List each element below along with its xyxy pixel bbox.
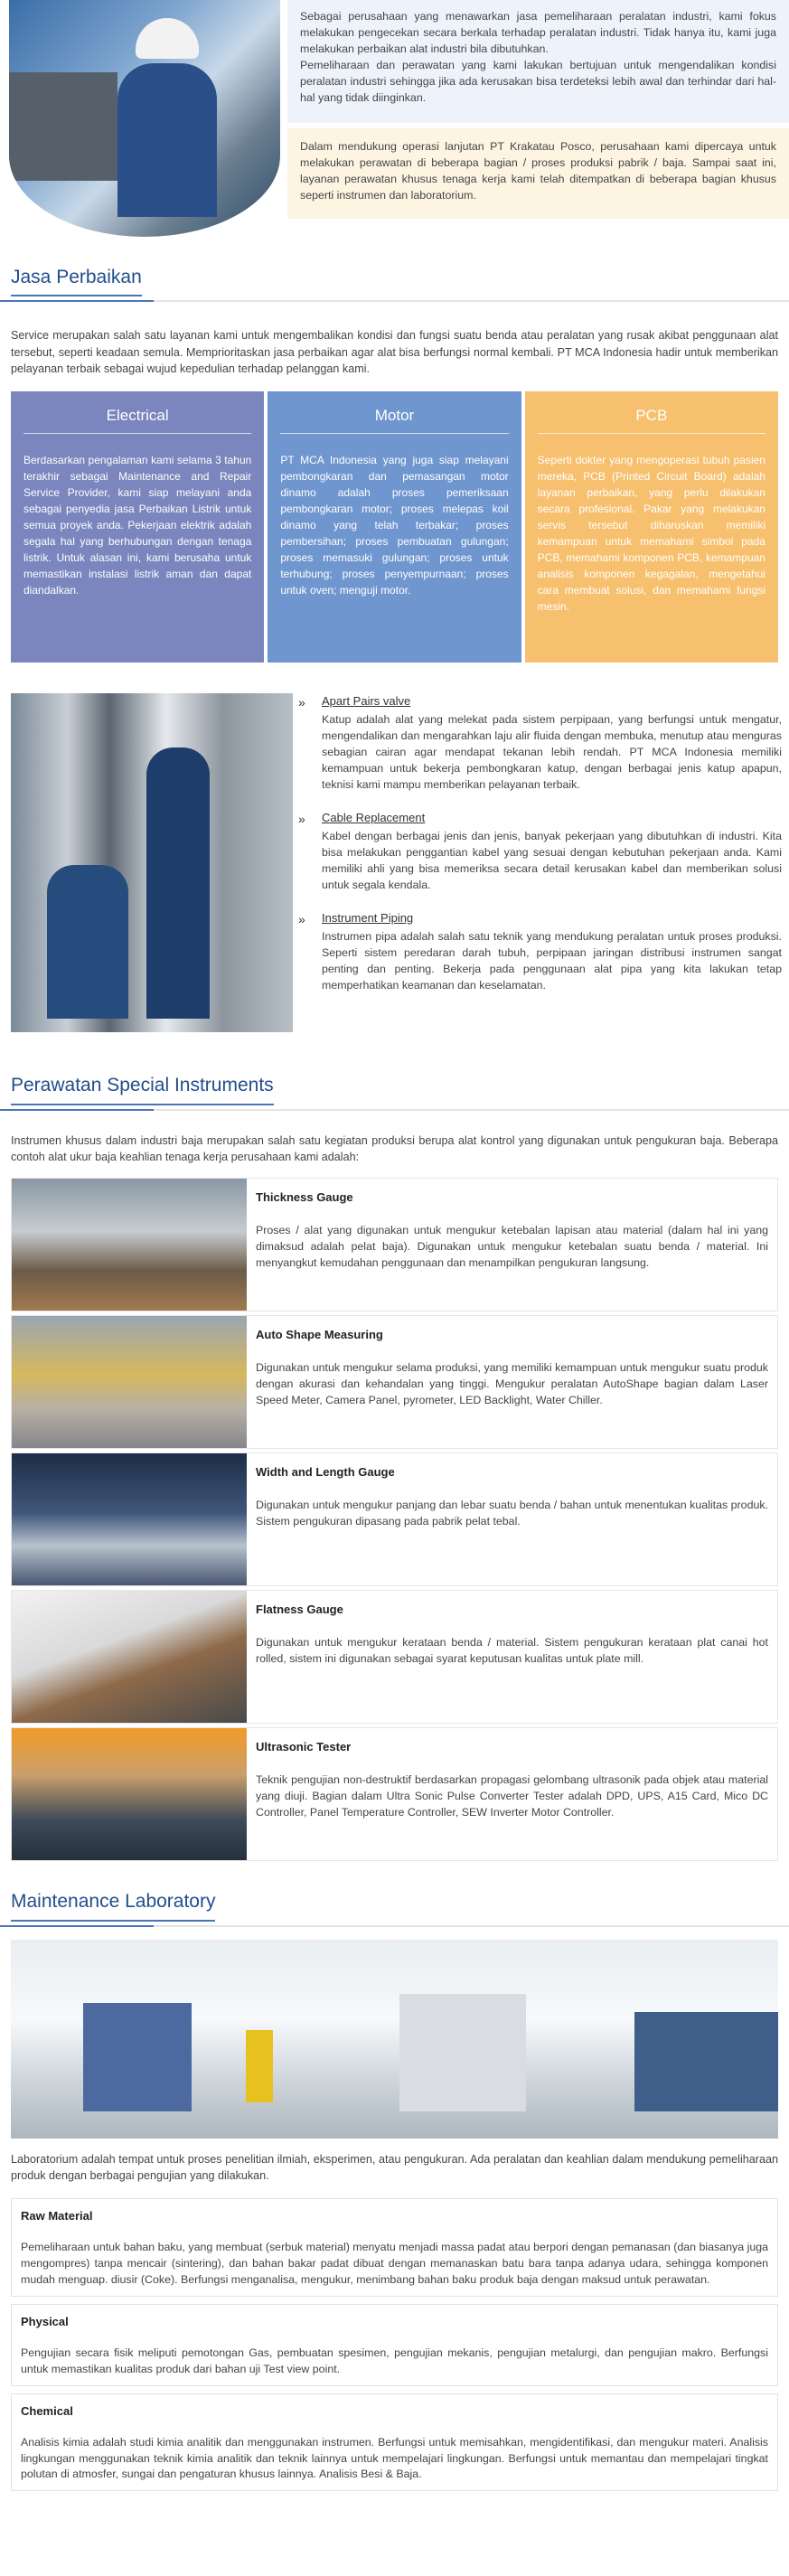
lab-equipment-shape xyxy=(634,2012,778,2111)
instrument-title: Flatness Gauge xyxy=(256,1603,343,1617)
lab-item-text: Pemeliharaan untuk bahan baku, yang membuat (serbuk material) menyatu menjadi massa padat atau berpori dengan pemanasan (dan biasanya juga mengompres) tanpa mencair (sintering), dan bahan bakar padat dibuat dengan memanaskan batu bara tanpa adanya udara, sehingga komponen mudah menguap. diusir (Coke). Berfungsi menganalisa, mengukur, menimbang bahan baku produk baja dengan maksud untuk perawatan. xyxy=(21,2240,768,2286)
instrument-photo xyxy=(12,1179,247,1311)
card-text: Seperti dokter yang mengoperasi tubuh pasien mereka, PCB (Printed Circuit Board) adalah layanan perbaikan, yang perlu dilakukan secara profesional. Pakar yang melakukan servis tersebut diharuskan memiliki kemampuan untuk memahami simbol pada PCB, memahami komponen PCB, kemampuan analisis komponen kegagalan, mengetahui cara membuat solusi, dan memahami fungsi mesin. xyxy=(537,453,766,613)
worker-photo xyxy=(9,0,280,237)
service-card-pcb xyxy=(525,391,778,663)
instrument-photo xyxy=(12,1591,247,1723)
card-title: Motor xyxy=(280,404,508,434)
repair-item-title[interactable]: Instrument Piping xyxy=(322,910,414,925)
repair-item-text: Katup adalah alat yang melekat pada sistem perpipaan, yang berfungsi untuk mengatur, mengendalikan dan mengarahkan laju alir fluida dengan membuka, menutup atau menguras sebagian cairan agar mendapat tekanan lebih rendah. PT MCA Indonesia memiliki kemampuan untuk bekerja pembongkaran katup, dengan berbagai jenis katup apapun, teknisi kami mampu memberikan pelayanan terbaik. xyxy=(322,713,782,791)
instrument-photo xyxy=(12,1316,247,1448)
repair-item-text: Kabel dengan berbagai jenis dan jenis, banyak pekerjaan yang dibutuhkan di industri. Kita bisa melakukan penggantian kabel yang sesuai dengan kebutuhan pekerjaan anda. Kami memiliki ahli yang bisa memeriksa secara detail kerusakan kabel dan memberikan solusi untuk segala kendala. xyxy=(322,829,782,891)
instrument-row xyxy=(11,1727,778,1861)
instrument-row xyxy=(11,1178,778,1312)
lab-item-title: Physical xyxy=(21,2314,69,2328)
instrument-text: Teknik pengujian non-destruktif berdasarkan propagasi gelombang ultrasonik pada objek atau material yang diuji. Bagian dalam Ultra Sonic Pulse Converter Tester adalah DPD, UPS, A15 Card, Mico DC Controller, Panel Temperature Controller, SEW Inverter Motor Controller. xyxy=(256,1772,768,1819)
intro-paragraph: Sebagai perusahaan yang menawarkan jasa pemeliharaan peralatan industri, kami fokus melakukan pengecekan secara berkala terhadap peralatan industri. Tidak hanya itu, kami juga melakukan perbaikan alat industri bila dibutuhkan. xyxy=(300,10,776,55)
instrument-text: Digunakan untuk mengukur selama produksi, yang memiliki kemampuan untuk mengukur suatu produk dengan akurasi dan kehandalan yang tinggi. Mengukur peralatan AutoShape bagian dalam Laser Speed Meter, Camera Panel, pyrometer, LED Backlight, Water Chiller. xyxy=(256,1360,768,1406)
bullet-icon: » xyxy=(298,911,305,926)
section-description: Service merupakan salah satu layanan kami untuk mengembalikan kondisi dan fungsi suatu benda atau peralatan yang rusak akibat penggunaan alat tersebut, seperti keadaan semula. Memprioritaskan jasa perbaikan agar alat bisa berfungsi normal kembali. PT MCA Indonesia hadir untuk memberikan pelayanan terbaik sebagai wujud kepedulian terhadap pelanggan kami. xyxy=(11,329,778,375)
instrument-title: Auto Shape Measuring xyxy=(256,1328,383,1342)
repair-item xyxy=(298,810,782,894)
section-description: Laboratorium adalah tempat untuk proses penelitian ilmiah, eksperimen, atau pengukuran. Ada peralatan dan keahlian dalam mendukung pemeliharaan produk dengan berbagai pengujian yang dilakukan. xyxy=(11,2152,778,2182)
instrument-photo xyxy=(12,1453,247,1585)
jasa-section xyxy=(0,264,789,1032)
card-title: Electrical xyxy=(23,404,251,434)
section-title: Perawatan Special Instruments xyxy=(11,1072,274,1105)
intro-highlight-box xyxy=(287,128,789,219)
lab-item-text: Pengujian secara fisik meliputi pemotongan Gas, pembuatan spesimen, pengujian mekanis, pengujian metalurgi, dan pengujian makro. Berfungsi untuk memastikan kualitas produk dari bahan uji Test view point. xyxy=(21,2346,768,2375)
lab-item-box xyxy=(11,2304,778,2386)
technician-shape xyxy=(47,865,128,1019)
section-header xyxy=(0,1072,789,1110)
instrument-title: Width and Length Gauge xyxy=(256,1465,395,1480)
technician-shape xyxy=(146,747,210,1019)
bullet-icon: » xyxy=(298,811,305,826)
instrument-text: Digunakan untuk mengukur kerataan benda / material. Sistem pengukuran kerataan plat canai hot rolled, sistem ini digunakan sebagai syarat keputusan kualitas untuk plate mill. xyxy=(256,1635,768,1665)
card-title: PCB xyxy=(538,404,766,434)
repair-list xyxy=(298,693,782,1010)
technicians-photo xyxy=(11,693,293,1032)
machine-shape xyxy=(9,72,117,181)
lab-item-box xyxy=(11,2393,778,2492)
instrument-row xyxy=(11,1453,778,1586)
lab-section xyxy=(0,1888,789,2491)
instrument-list xyxy=(0,1178,789,1861)
intro-paragraph: Dalam mendukung operasi lanjutan PT Krakatau Posco, perusahaan kami dipercaya untuk melakukan perawatan di beberapa bagian / proses produksi pabrik / baja. Sampai saat ini, layanan perawatan khusus tenaga kerja kami telah ditempatkan di beberapa bagian khusus seperti instrumen dan laboratorium. xyxy=(300,140,776,202)
lab-item-text: Analisis kimia adalah studi kimia analitik dan menggunakan instrumen. Berfungsi untuk memisahkan, mengidentifikasi, dan mengukur materi. Analisis lingkungan menggunakan teknik kimia analitik dan teknik lainnya untuk mempelajari lingkungan. Berfungsi untuk memantau dan mempelajari tingkat polutan di atmosfer, sungai dan pengaturan khusus lainnya. Analisis Besi & Baja. xyxy=(21,2435,768,2481)
card-text: PT MCA Indonesia yang juga siap melayani pembongkaran dan pemasangan motor dinamo adalah proses pemeriksaan pembongkaran motor; proses melepas koil dinamo yang telah terbakar; proses pembersihan; proses pembuatan gulungan; proses memasuki gulungan; proses untuk terhubung; proses penyempurnaan; proses untuk oven; menguji motor. xyxy=(280,453,509,597)
section-description: Instrumen khusus dalam industri baja merupakan salah satu kegiatan produksi berupa alat kontrol yang digunakan untuk pengukuran baja. Beberapa contoh alat ukur baja keahlian tenaga kerja perusahaan kami adalah: xyxy=(11,1133,778,1163)
instrument-title: Thickness Gauge xyxy=(256,1190,353,1205)
section-title: Jasa Perbaikan xyxy=(11,264,142,296)
card-text: Berdasarkan pengalaman kami selama 3 tahun terakhir sebagai Maintenance and Repair Service Provider, kami siap melayani anda sebagai penyedia jasa Perbaikan Listrik untuk semua proyek anda. Pekerjaan elektrik adalah segala hal yang berhubungan dengan tenaga listrik. Untuk alasan ini, kami berusaha untuk memastikan instalasi listrik aman dan dapat diandalkan. xyxy=(23,453,252,597)
lab-equipment-shape xyxy=(246,2030,273,2102)
service-card-motor xyxy=(268,391,521,663)
instrument-title: Ultrasonic Tester xyxy=(256,1740,352,1754)
lab-item-title: Chemical xyxy=(21,2403,73,2418)
intro-text-box xyxy=(287,0,789,123)
repair-block xyxy=(0,693,789,1032)
instrument-text: Digunakan untuk mengukur panjang dan lebar suatu benda / bahan untuk menentukan kualitas produk. Sistem pengukuran dipasang pada pabrik pelat tebal. xyxy=(256,1498,768,1528)
bullet-icon: » xyxy=(298,695,305,710)
repair-item-title[interactable]: Apart Pairs valve xyxy=(322,694,411,709)
section-divider xyxy=(0,300,789,302)
instrument-row xyxy=(11,1315,778,1449)
instrument-photo xyxy=(12,1728,247,1860)
service-cards xyxy=(0,391,789,663)
section-divider xyxy=(0,1925,789,1927)
section-divider xyxy=(0,1109,789,1111)
perawatan-section xyxy=(0,1072,789,1861)
repair-item xyxy=(298,693,782,794)
section-header xyxy=(0,1888,789,1926)
laboratory-photo xyxy=(11,1940,778,2139)
instrument-text: Proses / alat yang digunakan untuk mengukur ketebalan lapisan atau material (dalam hal ini yang dimaksud adalah pelat baja). Digunakan untuk mengukur ketebalan suatu benda / material. Ini menyangkut kemudahan penggunaan dan menampilkan pengukuran langsung. xyxy=(256,1223,768,1269)
lab-item-title: Raw Material xyxy=(21,2209,93,2223)
service-card-electrical xyxy=(11,391,264,663)
helmet-shape xyxy=(136,18,199,59)
lab-equipment-shape xyxy=(83,2003,192,2111)
repair-item-title[interactable]: Cable Replacement xyxy=(322,810,426,824)
repair-item xyxy=(298,910,782,994)
section-header xyxy=(0,264,789,302)
intro-paragraph: Pemeliharaan dan perawatan yang kami lakukan bertujuan untuk mengendalikan kondisi peralatan industri sehingga jika ada kerusakan bisa terdeteksi lebih awal dan terhindar dari hal-hal yang tidak diinginkan. xyxy=(300,58,776,104)
lab-item-box xyxy=(11,2198,778,2297)
intro-section xyxy=(0,0,789,237)
section-title: Maintenance Laboratory xyxy=(11,1888,215,1921)
lab-equipment-shape xyxy=(399,1994,526,2111)
worker-body-shape xyxy=(117,63,217,217)
instrument-row xyxy=(11,1590,778,1724)
repair-item-text: Instrumen pipa adalah salah satu teknik yang mendukung peralatan untuk proses produksi. Seperti sistem peredaran darah tubuh, perpipaan jaringan distribusi instrumen sangat penting dan penting. Bekerja pada penggunaan alat pipa yang kita lakukan tetap memperhatikan keamanan dan keselamatan. xyxy=(322,929,782,992)
